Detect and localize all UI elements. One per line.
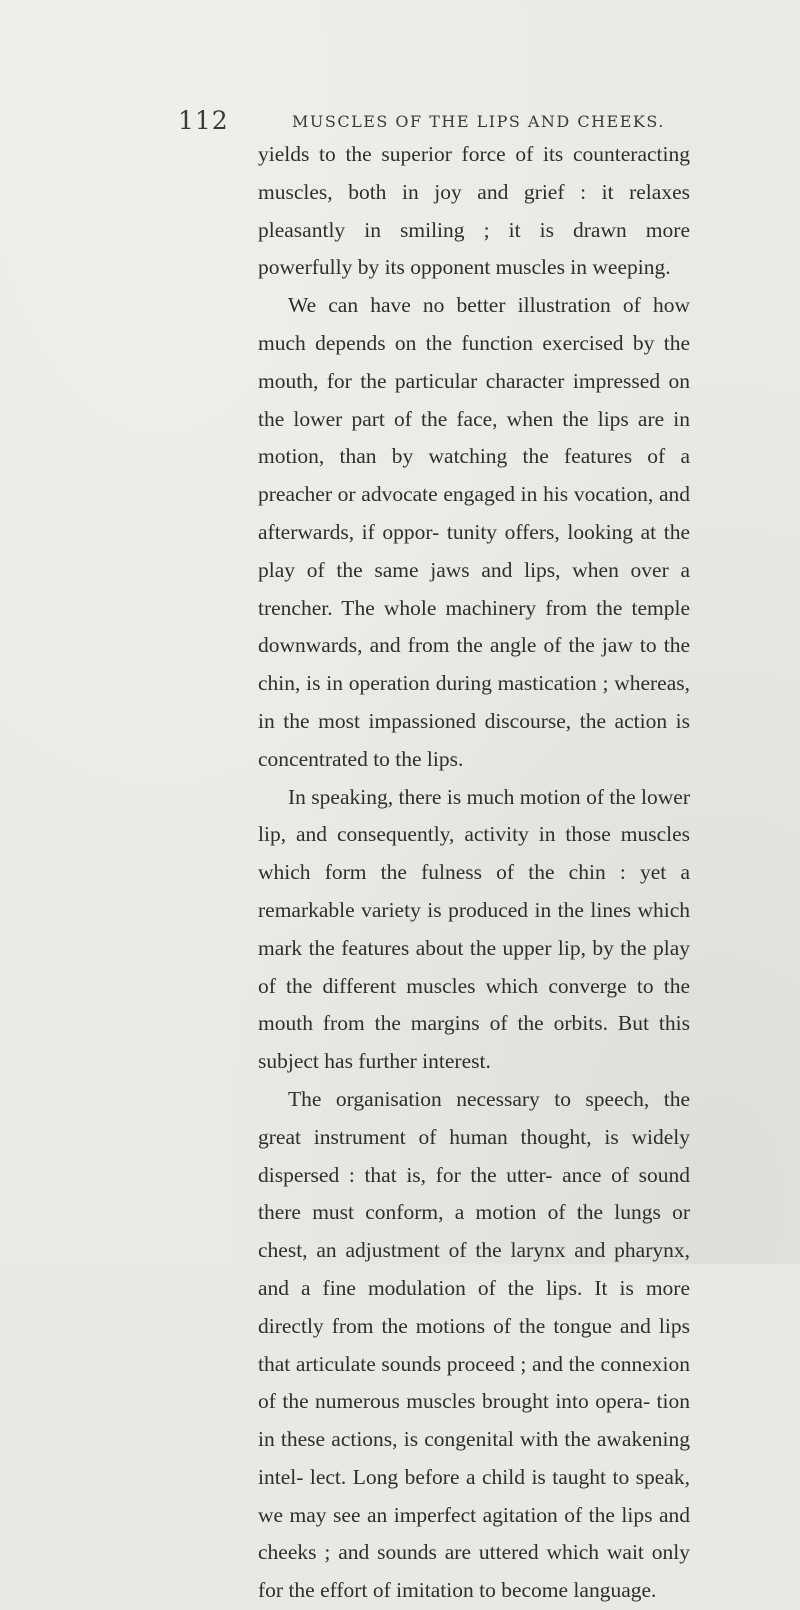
page-number: 112 xyxy=(178,106,229,135)
running-title: MUSCLES OF THE LIPS AND CHEEKS. xyxy=(292,112,665,131)
paragraph: yields to the superior force of its counteracting muscles, both in joy and grief : it relaxes pleasantly in smiling ; it is drawn more powerfully by its opponent muscles in weeping. xyxy=(258,142,690,280)
running-head xyxy=(178,106,665,136)
paragraph: We can have no better illustration of how much depends on the function exercised by the mouth, for the particular character impressed on the lower part of the face, when the lips are in motion, than by watching the features of a preacher or advocate engaged in his vocation, and afterwards, if oppor- tunity offers, looking at the play of the same jaws and lips, when over a trencher. The whole machinery from the temple downwards, and from the angle of the jaw to the chin, is in operation during mastication ; whereas, in the most impassioned discourse, the action is concentrated to the lips. xyxy=(258,293,690,771)
body-text xyxy=(258,136,690,1610)
paragraph: The organisation necessary to speech, the great instrument of human thought, is widely dispersed : that is, for the utter- ance of sound there must conform, a motion of the lungs or chest, an adjustment of the larynx and pharynx, and a fine modulation of the lips. It is more directly from the motions of the tongue and lips that articulate sounds proceed ; and the connexion of the numerous muscles brought into opera- tion in these actions, is congenital with the awakening intel- lect. Long before a child is taught to speak, we may see an imperfect agitation of the lips and cheeks ; and sounds are uttered which wait only for the effort of imitation to become language. xyxy=(258,1086,690,1603)
paragraph: In speaking, there is much motion of the lower lip, and consequently, activity in those muscles which form the fulness of the chin : yet a remarkable variety is produced in the lines which mark the features about the upper lip, by the play of the different muscles which converge to the mouth from the margins of the orbits. But this subject has further interest. xyxy=(258,784,690,1074)
